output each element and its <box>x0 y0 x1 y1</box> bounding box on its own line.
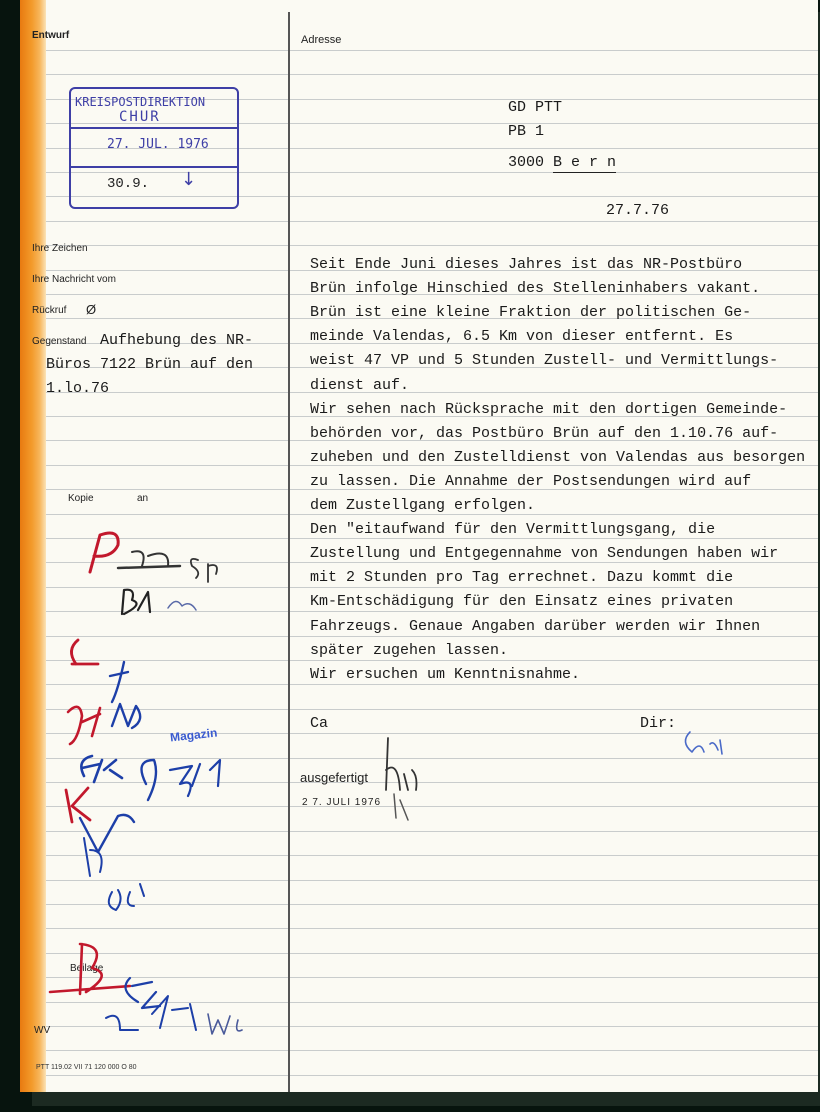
ausgefertigt-stamp: ausgefertigt <box>300 770 368 785</box>
letter-date: 27.7.76 <box>606 202 670 219</box>
label-ihre-zeichen: Ihre Zeichen <box>32 243 88 254</box>
body-line: behörden vor, das Postbüro Brün auf den 1.10.76 auf- <box>310 424 779 442</box>
body-line: Km-Entschädigung für den Einsatz eines privaten <box>310 593 734 611</box>
label-kopie: Kopie <box>68 493 94 504</box>
letter-page <box>20 0 818 1092</box>
body-line: Fahrzeugs. Genaue Angaben darüber werden wir Ihnen <box>310 617 761 635</box>
label-ihre-nachricht: Ihre Nachricht vom <box>32 274 116 285</box>
body-line: Brün infolge Hinschied des Stelleninhabers vakant. <box>310 280 761 298</box>
subject-line-2: Büros 7122 Brün auf den <box>46 356 254 373</box>
initials-ca: Ca <box>310 715 329 732</box>
city-name: B e r n <box>553 154 617 171</box>
body-line: dienst auf. <box>310 376 410 394</box>
form-footer-code: PTT 119.02 VII 71 120 000 O 80 <box>36 1064 137 1071</box>
label-rueckruf: Rückruf <box>32 305 67 316</box>
label-entwurf: Entwurf <box>32 30 70 41</box>
postal-code: 3000 <box>508 154 554 171</box>
label-an: an <box>137 493 149 504</box>
subject-line-3: 1.lo.76 <box>46 380 110 397</box>
subject-line-1: Aufhebung des NR- <box>100 332 254 349</box>
body-line: mit 2 Stunden pro Tag errechnet. Dazu kommt die <box>310 569 734 587</box>
check-mark-icon: ↓ <box>181 169 197 190</box>
label-dir: Dir: <box>640 715 677 732</box>
stamp-line-1: KREISPOSTDIREKTION <box>75 95 206 109</box>
address-line-1: GD PTT <box>508 99 563 116</box>
body-line: weist 47 VP und 5 Stunden Zustell- und Vermittlungs- <box>310 352 779 370</box>
stamp-handwritten-date: 30.9. <box>107 176 150 192</box>
body-line: Wir sehen nach Rücksprache mit den dortigen Gemeinde- <box>310 400 788 418</box>
address-line-2: PB 1 <box>508 123 545 140</box>
label-adresse: Adresse <box>301 34 342 46</box>
body-line: Wir ersuchen um Kenntnisnahme. <box>310 665 581 683</box>
magazin-stamp: Magazin <box>169 725 218 745</box>
body-line: dem Zustellgang erfolgen. <box>310 497 536 514</box>
rueckruf-mark: Ø <box>86 302 97 317</box>
body-line: Den "eitaufwand für den Vermittlungsgang, die <box>310 521 716 539</box>
label-wv: WV <box>34 1025 51 1036</box>
ausgefertigt-date: 2 7. JULI 1976 <box>302 797 382 808</box>
label-gegenstand: Gegenstand <box>32 336 87 347</box>
body-line: Seit Ende Juni dieses Jahres ist das NR-Postbüro <box>310 256 743 273</box>
body-line: Brün ist eine kleine Fraktion der politischen Ge- <box>310 304 752 322</box>
body-line: zuheben und den Zustelldienst von Valendas aus besorgen <box>310 448 806 466</box>
body-line: später zugehen lassen. <box>310 641 509 659</box>
label-beilage: Beilage <box>70 963 104 974</box>
stamp-date: 27. JUL. 1976 <box>107 137 209 152</box>
body-line: meinde Valendas, 6.5 Km von dieser entfernt. Es <box>310 328 734 346</box>
stamp-line-2: CHUR <box>119 109 161 125</box>
handwritten-initials <box>20 0 818 1092</box>
body-line: Zustellung und Entgegennahme von Sendungen haben wir <box>310 545 779 563</box>
body-line: zu lassen. Die Annahme der Postsendungen wird auf <box>310 472 752 490</box>
